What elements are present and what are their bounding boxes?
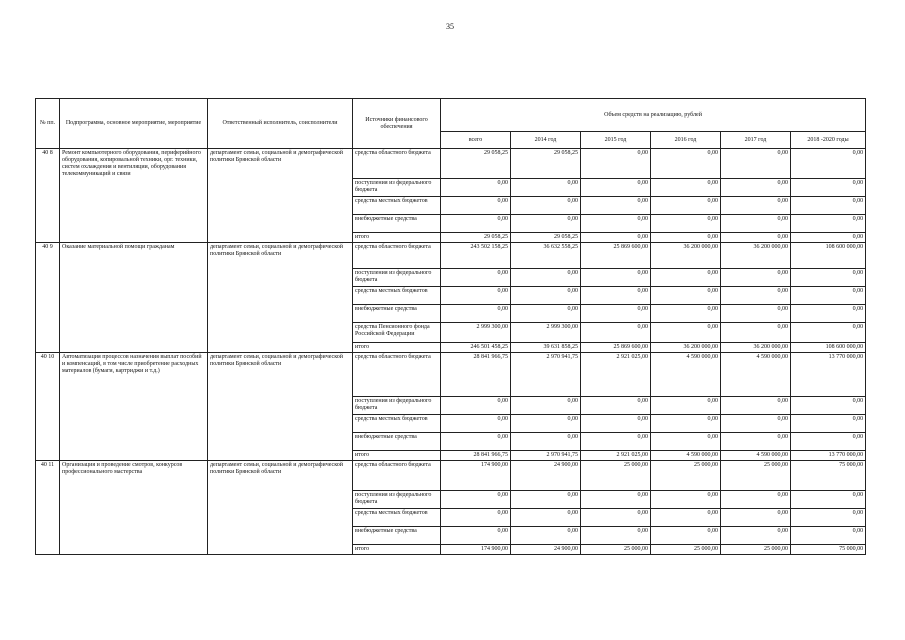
amount-cell: 0,00	[651, 491, 721, 509]
amount-cell: 0,00	[791, 323, 866, 343]
amount-cell: 2 999 300,00	[511, 323, 581, 343]
amount-cell: 0,00	[441, 215, 511, 233]
amount-cell: 0,00	[581, 269, 651, 287]
amount-cell: 0,00	[441, 491, 511, 509]
amount-cell: 4 590 000,00	[721, 451, 791, 461]
amount-cell: 0,00	[441, 415, 511, 433]
amount-cell: 0,00	[651, 233, 721, 243]
funding-source: итого	[353, 343, 441, 353]
funding-source: средства областного бюджета	[353, 243, 441, 269]
amount-cell: 0,00	[721, 323, 791, 343]
amount-cell: 0,00	[441, 509, 511, 527]
header-name: Подпрограмма, основное мероприятие, мероприятие	[60, 99, 208, 149]
amount-cell: 28 841 966,75	[441, 353, 511, 397]
amount-cell: 0,00	[791, 215, 866, 233]
table-row	[36, 461, 866, 491]
responsible-executor: департамент семьи, социальной и демографической политики Брянской области	[208, 461, 353, 555]
amount-cell: 0,00	[651, 433, 721, 451]
amount-cell: 0,00	[721, 215, 791, 233]
amount-cell: 24 900,00	[511, 545, 581, 555]
amount-cell: 0,00	[441, 197, 511, 215]
amount-cell: 0,00	[721, 509, 791, 527]
amount-cell: 0,00	[791, 397, 866, 415]
amount-cell: 0,00	[511, 415, 581, 433]
amount-cell: 2 921 025,00	[581, 353, 651, 397]
funding-source: внебюджетные средства	[353, 433, 441, 451]
funding-source: средства местных бюджетов	[353, 415, 441, 433]
amount-cell: 25 869 600,00	[581, 243, 651, 269]
amount-cell: 0,00	[511, 287, 581, 305]
funding-source: поступления из федерального бюджета	[353, 491, 441, 509]
header-year-2015: 2015 год	[581, 132, 651, 149]
amount-cell: 0,00	[581, 397, 651, 415]
amount-cell: 0,00	[581, 179, 651, 197]
amount-cell: 0,00	[791, 149, 866, 179]
table-row	[36, 243, 866, 269]
amount-cell: 0,00	[441, 433, 511, 451]
amount-cell: 36 200 000,00	[721, 343, 791, 353]
amount-cell: 0,00	[581, 491, 651, 509]
amount-cell: 0,00	[721, 415, 791, 433]
amount-cell: 75 000,00	[791, 461, 866, 491]
row-number: 40 11	[36, 461, 60, 555]
row-number: 40 8	[36, 149, 60, 243]
amount-cell: 0,00	[581, 509, 651, 527]
amount-cell: 0,00	[721, 179, 791, 197]
amount-cell: 25 000,00	[581, 461, 651, 491]
amount-cell: 0,00	[441, 269, 511, 287]
amount-cell: 0,00	[511, 433, 581, 451]
amount-cell: 0,00	[581, 149, 651, 179]
amount-cell: 0,00	[581, 287, 651, 305]
amount-cell: 0,00	[651, 397, 721, 415]
amount-cell: 25 000,00	[651, 461, 721, 491]
table-row	[36, 353, 866, 397]
amount-cell: 0,00	[511, 491, 581, 509]
funding-source: итого	[353, 233, 441, 243]
amount-cell: 29 058,25	[441, 149, 511, 179]
funding-source: внебюджетные средства	[353, 527, 441, 545]
funding-source: итого	[353, 545, 441, 555]
funding-source: средства местных бюджетов	[353, 509, 441, 527]
amount-cell: 28 841 966,75	[441, 451, 511, 461]
amount-cell: 0,00	[511, 179, 581, 197]
funding-source: итого	[353, 451, 441, 461]
amount-cell: 0,00	[721, 433, 791, 451]
amount-cell: 24 900,00	[511, 461, 581, 491]
amount-cell: 0,00	[721, 491, 791, 509]
amount-cell: 0,00	[441, 527, 511, 545]
amount-cell: 0,00	[581, 323, 651, 343]
header-year-2018-2020: 2018 -2020 годы	[791, 132, 866, 149]
amount-cell: 174 900,00	[441, 461, 511, 491]
amount-cell: 2 999 300,00	[441, 323, 511, 343]
amount-cell: 4 590 000,00	[651, 353, 721, 397]
amount-cell: 0,00	[511, 215, 581, 233]
amount-cell: 36 200 000,00	[721, 243, 791, 269]
amount-cell: 0,00	[651, 323, 721, 343]
amount-cell: 174 900,00	[441, 545, 511, 555]
funding-source: средства областного бюджета	[353, 149, 441, 179]
funding-source: внебюджетные средства	[353, 305, 441, 323]
amount-cell: 0,00	[651, 509, 721, 527]
amount-cell: 13 770 000,00	[791, 451, 866, 461]
header-num: № пп.	[36, 99, 60, 149]
amount-cell: 0,00	[651, 415, 721, 433]
amount-cell: 0,00	[791, 491, 866, 509]
amount-cell: 0,00	[651, 305, 721, 323]
amount-cell: 0,00	[791, 415, 866, 433]
amount-cell: 0,00	[651, 149, 721, 179]
budget-table	[35, 98, 866, 555]
amount-cell: 0,00	[721, 397, 791, 415]
amount-cell: 0,00	[791, 509, 866, 527]
header-year-2014: 2014 год	[511, 132, 581, 149]
amount-cell: 0,00	[441, 397, 511, 415]
header-year-2016: 2016 год	[651, 132, 721, 149]
row-number: 40 10	[36, 353, 60, 461]
amount-cell: 29 058,25	[441, 233, 511, 243]
amount-cell: 0,00	[581, 527, 651, 545]
amount-cell: 0,00	[441, 179, 511, 197]
amount-cell: 0,00	[721, 287, 791, 305]
header-volume: Объем средств на реализацию, рублей	[441, 99, 866, 132]
amount-cell: 0,00	[791, 233, 866, 243]
amount-cell: 2 970 941,75	[511, 353, 581, 397]
header-executor: Ответственный исполнитель, соисполнители	[208, 99, 353, 149]
header-year-2017: 2017 год	[721, 132, 791, 149]
amount-cell: 243 502 158,25	[441, 243, 511, 269]
funding-source: внебюджетные средства	[353, 215, 441, 233]
amount-cell: 2 921 025,00	[581, 451, 651, 461]
responsible-executor: департамент семьи, социальной и демографической политики Брянской области	[208, 243, 353, 353]
amount-cell: 0,00	[581, 415, 651, 433]
funding-source: средства областного бюджета	[353, 461, 441, 491]
amount-cell: 0,00	[581, 197, 651, 215]
amount-cell: 0,00	[791, 527, 866, 545]
amount-cell: 29 058,25	[511, 233, 581, 243]
amount-cell: 0,00	[651, 197, 721, 215]
responsible-executor: департамент семьи, социальной и демографической политики Брянской области	[208, 149, 353, 243]
amount-cell: 0,00	[721, 305, 791, 323]
amount-cell: 246 501 458,25	[441, 343, 511, 353]
amount-cell: 0,00	[581, 233, 651, 243]
amount-cell: 25 869 600,00	[581, 343, 651, 353]
amount-cell: 0,00	[581, 305, 651, 323]
funding-source: средства местных бюджетов	[353, 197, 441, 215]
amount-cell: 0,00	[651, 179, 721, 197]
amount-cell: 75 000,00	[791, 545, 866, 555]
funding-source: средства Пенсионного фонда Российской Федерации	[353, 323, 441, 343]
row-number: 40 9	[36, 243, 60, 353]
amount-cell: 0,00	[721, 527, 791, 545]
measure-name: Оказание материальной помощи гражданам	[60, 243, 208, 353]
amount-cell: 0,00	[651, 269, 721, 287]
measure-name: Организация и проведение смотров, конкурсов профессионального мастерства	[60, 461, 208, 555]
amount-cell: 0,00	[441, 305, 511, 323]
amount-cell: 29 058,25	[511, 149, 581, 179]
amount-cell: 0,00	[511, 269, 581, 287]
amount-cell: 25 000,00	[581, 545, 651, 555]
funding-source: средства областного бюджета	[353, 353, 441, 397]
amount-cell: 0,00	[511, 527, 581, 545]
amount-cell: 0,00	[511, 509, 581, 527]
amount-cell: 36 200 000,00	[651, 243, 721, 269]
table-row	[36, 149, 866, 179]
amount-cell: 0,00	[511, 197, 581, 215]
amount-cell: 0,00	[511, 305, 581, 323]
responsible-executor: департамент семьи, социальной и демографической политики Брянской области	[208, 353, 353, 461]
measure-name: Автоматизация процессов назначения выплат пособий и компенсаций, в том числе приобретение расходных материалов (бумаги, картриджи и т.д.)	[60, 353, 208, 461]
amount-cell: 0,00	[791, 305, 866, 323]
amount-cell: 0,00	[791, 287, 866, 305]
funding-source: поступления из федерального бюджета	[353, 269, 441, 287]
funding-source: средства местных бюджетов	[353, 287, 441, 305]
amount-cell: 0,00	[791, 269, 866, 287]
amount-cell: 0,00	[721, 233, 791, 243]
amount-cell: 0,00	[721, 197, 791, 215]
header-source: Источники финансового обеспечения	[353, 99, 441, 149]
amount-cell: 25 000,00	[651, 545, 721, 555]
amount-cell: 0,00	[581, 215, 651, 233]
header-year-total: всего	[441, 132, 511, 149]
amount-cell: 0,00	[581, 433, 651, 451]
amount-cell: 108 600 000,00	[791, 243, 866, 269]
amount-cell: 0,00	[441, 287, 511, 305]
amount-cell: 0,00	[721, 149, 791, 179]
page-number: 35	[446, 22, 454, 31]
table-header	[36, 99, 866, 149]
funding-source: поступления из федерального бюджета	[353, 179, 441, 197]
amount-cell: 4 590 000,00	[651, 451, 721, 461]
amount-cell: 4 590 000,00	[721, 353, 791, 397]
amount-cell: 13 770 000,00	[791, 353, 866, 397]
amount-cell: 0,00	[721, 269, 791, 287]
measure-name: Ремонт компьютерного оборудования, периферийного оборудования, копировальной техники, орг. техники, систем охлаждения и вентиляции, оборудования телекоммуникаций и связи	[60, 149, 208, 243]
table-body	[36, 149, 866, 555]
amount-cell: 0,00	[651, 287, 721, 305]
amount-cell: 39 631 858,25	[511, 343, 581, 353]
amount-cell: 0,00	[651, 527, 721, 545]
amount-cell: 25 000,00	[721, 461, 791, 491]
amount-cell: 0,00	[511, 397, 581, 415]
amount-cell: 0,00	[791, 179, 866, 197]
amount-cell: 0,00	[791, 197, 866, 215]
amount-cell: 36 200 000,00	[651, 343, 721, 353]
amount-cell: 2 970 941,75	[511, 451, 581, 461]
amount-cell: 0,00	[651, 215, 721, 233]
amount-cell: 36 632 558,25	[511, 243, 581, 269]
funding-source: поступления из федерального бюджета	[353, 397, 441, 415]
amount-cell: 108 600 000,00	[791, 343, 866, 353]
amount-cell: 0,00	[791, 433, 866, 451]
amount-cell: 25 000,00	[721, 545, 791, 555]
